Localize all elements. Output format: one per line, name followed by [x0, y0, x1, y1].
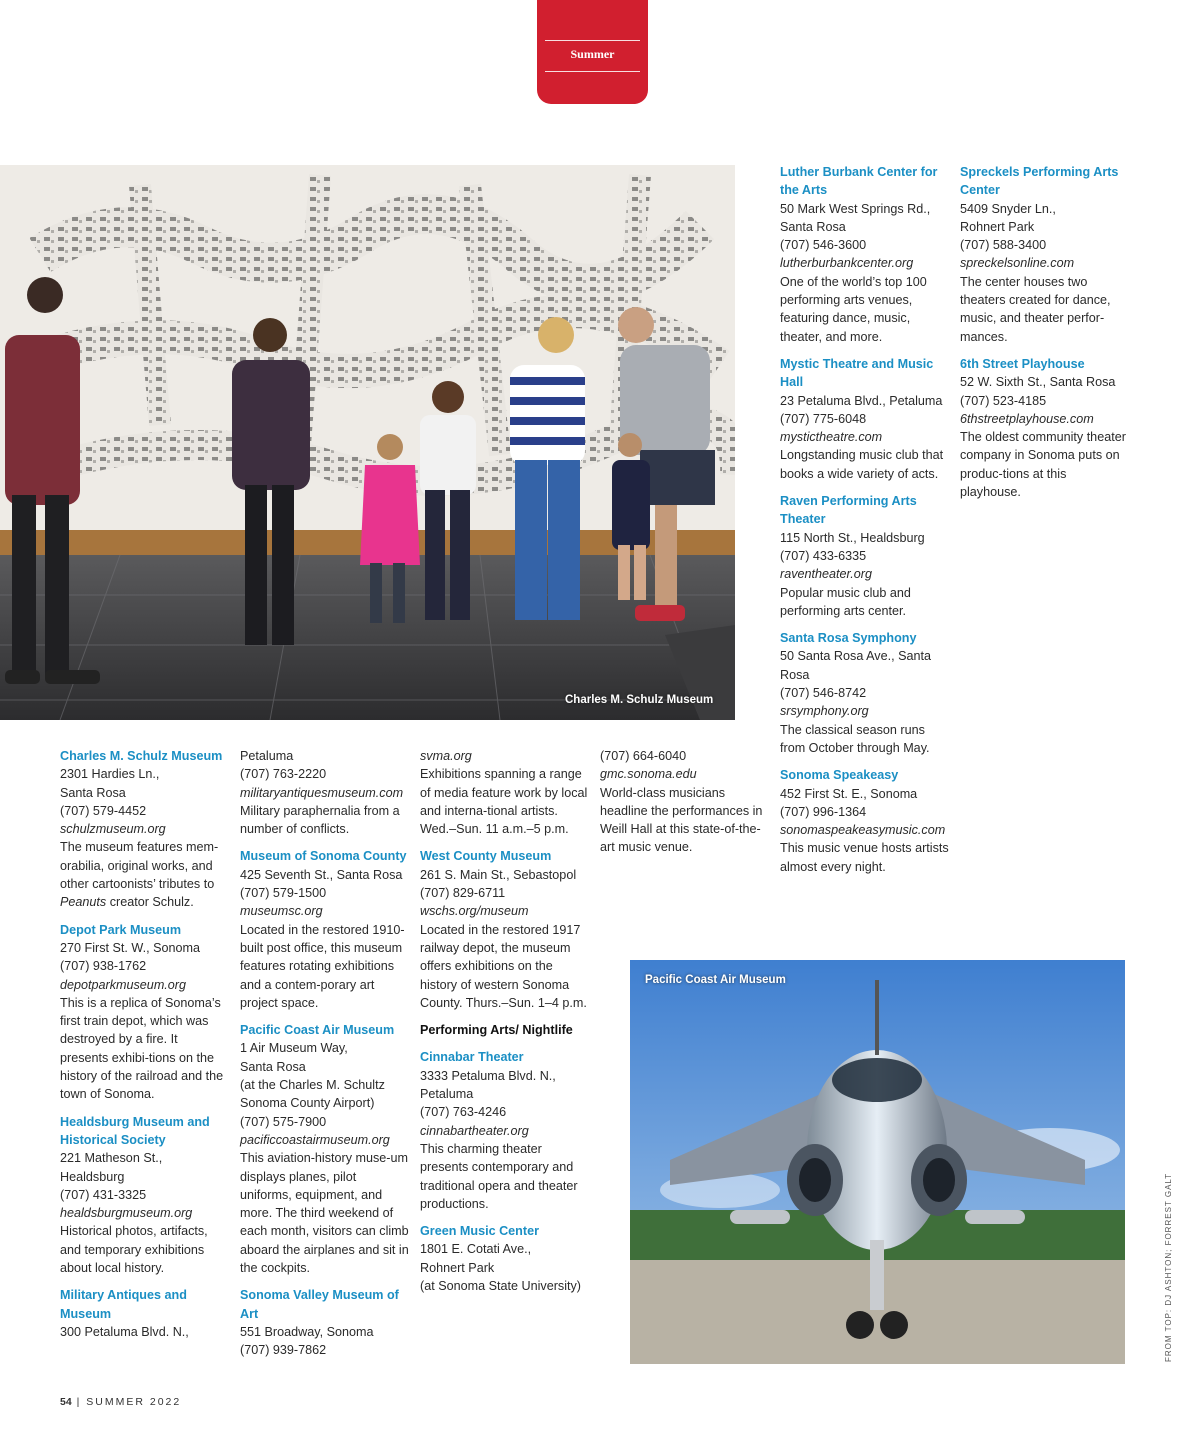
listing-phone: (707) 996-1364: [780, 804, 867, 819]
listing-phone: (707) 829-6711: [420, 886, 506, 901]
listing-name: West County Museum: [420, 849, 552, 864]
listing-phone: (707) 579-1500: [240, 886, 327, 901]
listing-address: 52 W. Sixth St., Santa Rosa: [960, 375, 1116, 390]
listing-url: 6thstreetplayhouse.com: [960, 411, 1094, 426]
column-1: [60, 747, 228, 1350]
folio-separator: |: [76, 1396, 82, 1408]
listing-west-county-museum: [420, 847, 592, 1012]
listing-address: 50 Santa Rosa Ave., Santa Rosa: [780, 649, 932, 682]
column-4: [600, 747, 770, 866]
listing-city: Rohnert Park: [420, 1260, 495, 1275]
listing-phone: (707) 763-2220: [240, 767, 327, 782]
listing-name: Raven Performing Arts Theater: [780, 494, 917, 527]
listing-phone: (707) 579-4452: [60, 803, 147, 818]
listing-description: This aviation-history muse-um displays planes, pilot uniforms, equipment, and more. The third weekend of each month, visitors can climb aboard the airplanes and sit in the cockpits.: [240, 1151, 409, 1276]
listing-description: This charming theater presents contemporary and traditional opera and theater productions.: [420, 1141, 578, 1211]
listing-description: Located in the restored 1910-built post office, this museum features rotating exhibitions and a contem-porary art project space.: [240, 922, 405, 1010]
listing-sonoma-valley-art-cont: [420, 747, 592, 838]
listing-description: This music venue hosts artists almost every night.: [780, 841, 949, 874]
listing-green-music-center-cont: [600, 747, 770, 857]
listing-name: Charles M. Schulz Museum: [60, 749, 223, 763]
page-number: 54: [60, 1396, 72, 1408]
listing-description: One of the world’s top 100 performing arts venues, featuring dance, music, theater, and more.: [780, 274, 927, 344]
listing-url: pacificcoastairmuseum.org: [240, 1132, 390, 1147]
listing-description: Popular music club and performing arts center.: [780, 585, 911, 618]
listing-description: Exhibitions spanning a range of media feature work by local and interna-tional artists. Wed.–Sun. 11 a.m.–5 p.m.: [420, 767, 588, 837]
listing-address: 452 First St. E., Sonoma: [780, 786, 918, 801]
section-heading-performing-arts: [420, 1021, 592, 1039]
listing-description: The center houses two theaters created for dance, music, and theater perfor-mances.: [960, 274, 1111, 344]
listing-address: 270 First St. W., Sonoma: [60, 940, 200, 955]
listing-phone: (707) 588-3400: [960, 238, 1047, 253]
listing-name: Santa Rosa Symphony: [780, 631, 917, 646]
listing-museum-sonoma-county: [240, 847, 410, 1012]
jet-aircraft-illustration: [630, 960, 1125, 1364]
listing-url: mystictheatre.com: [780, 430, 883, 445]
listing-raven-theater: [780, 492, 950, 620]
column-3: [420, 747, 592, 1304]
listing-address: 261 S. Main St., Sebastopol: [420, 867, 577, 882]
listing-military-antiques-cont: [240, 747, 410, 838]
listing-name: Sonoma Speakeasy: [780, 768, 899, 783]
listing-healdsburg-museum: [60, 1113, 228, 1278]
listing-name: Sonoma Valley Museum of Art: [240, 1288, 399, 1321]
listing-description: This is a replica of Sonoma’s first train depot, which was destroyed by a fire. It presents exhibi-tions on the history of the railroad and the town of Sonoma.: [60, 995, 224, 1102]
listing-description: The museum features mem-orabilia, original works, and other cartoonists’ tributes to Peanuts creator Schulz.: [60, 840, 219, 910]
listing-name: Healdsburg Museum and Historical Society: [60, 1114, 210, 1147]
listing-name: Green Music Center: [420, 1224, 539, 1239]
schulz-museum-photo: [0, 165, 735, 720]
listing-schulz-museum: [60, 747, 228, 912]
tab-rule-top: [545, 40, 640, 41]
schulz-photo-caption: Charles M. Schulz Museum: [565, 694, 714, 706]
listing-luther-burbank: [780, 163, 950, 346]
listing-name: Depot Park Museum: [60, 922, 182, 937]
listing-city: Healdsburg: [60, 1169, 125, 1184]
tab-rule-bottom: [545, 71, 640, 72]
listing-phone: (707) 433-6335: [780, 548, 867, 563]
column-2: [240, 747, 410, 1369]
listing-name: Spreckels Performing Arts Center: [960, 165, 1119, 198]
section-tab: [537, 0, 648, 104]
listing-url: srsymphony.org: [780, 704, 869, 719]
listing-military-antiques: [60, 1286, 228, 1341]
listing-mystic-theatre: [780, 355, 950, 483]
listing-description: Longstanding music club that books a wide variety of acts.: [780, 448, 944, 481]
air-photo-caption: Pacific Coast Air Museum: [645, 974, 786, 986]
listing-address: 1 Air Museum Way,: [240, 1041, 348, 1056]
listing-url: gmc.sonoma.edu: [600, 767, 697, 782]
listing-city: Rohnert Park: [960, 219, 1035, 234]
listing-address: 50 Mark West Springs Rd.,: [780, 201, 931, 216]
listing-phone: (707) 546-8742: [780, 686, 867, 701]
listing-url: depotparkmuseum.org: [60, 977, 187, 992]
listing-phone: (707) 546-3600: [780, 238, 867, 253]
listing-name: Military Antiques and Museum: [60, 1288, 187, 1321]
listing-address: 23 Petaluma Blvd., Petaluma: [780, 393, 943, 408]
listing-url: museumsc.org: [240, 904, 323, 919]
schulz-museum-illustration: [0, 165, 735, 720]
listing-url: sonomaspeakeasymusic.com: [780, 823, 946, 838]
listing-name: 6th Street Playhouse: [960, 356, 1085, 371]
listing-city: Petaluma: [240, 749, 294, 763]
listing-address-note: (at the Charles M. Schultz Sonoma County Airport): [240, 1078, 385, 1111]
listing-phone: (707) 763-4246: [420, 1105, 507, 1120]
listing-address: 425 Seventh St., Santa Rosa: [240, 867, 403, 882]
listing-city: Santa Rosa: [780, 219, 846, 234]
listing-url: svma.org: [420, 749, 472, 763]
listing-green-music-center: [420, 1222, 592, 1295]
listing-description: Military paraphernalia from a number of conflicts.: [240, 803, 400, 837]
listing-url: lutherburbankcenter.org: [780, 256, 914, 271]
listing-url: militaryantiquesmuseum.com: [240, 785, 404, 800]
listing-6th-street-playhouse: [960, 355, 1130, 501]
listing-name: Luther Burbank Center for the Arts: [780, 165, 938, 198]
listing-description: The oldest community theater company in Sonoma puts on produc-tions at this playhouse.: [960, 430, 1126, 500]
air-museum-photo: [630, 960, 1125, 1364]
listing-description: The classical season runs from October through May.: [780, 722, 930, 755]
listing-description: Located in the restored 1917 railway depot, the museum offers exhibitions on the history of western Sonoma County. Thurs.–Sun. 1–4 p.m.: [420, 922, 587, 1010]
listing-spreckels: [960, 163, 1130, 346]
listing-address: 2301 Hardies Ln.,: [60, 767, 160, 782]
listing-address: 3333 Petaluma Blvd. N.,: [420, 1068, 556, 1083]
listing-url: spreckelsonline.com: [960, 256, 1075, 271]
page-folio: [60, 1396, 181, 1408]
listing-name: Pacific Coast Air Museum: [240, 1023, 395, 1038]
listing-url: healdsburgmuseum.org: [60, 1206, 193, 1221]
listing-url: raventheater.org: [780, 567, 872, 582]
listing-address: 551 Broadway, Sonoma: [240, 1324, 374, 1339]
column-5: [780, 163, 950, 885]
photo-credit: FROM TOP: DJ ASHTON; FORREST GALT: [1164, 1172, 1173, 1362]
listing-url: schulzmuseum.org: [60, 822, 166, 837]
listing-depot-park: [60, 921, 228, 1104]
column-6: [960, 163, 1130, 510]
listing-name: Mystic Theatre and Music Hall: [780, 356, 934, 390]
listing-sonoma-valley-art: [240, 1286, 410, 1359]
listing-description: Historical photos, artifacts, and temporary exhibitions about local history.: [60, 1224, 208, 1276]
listing-phone: (707) 523-4185: [960, 393, 1047, 408]
listing-santa-rosa-symphony: [780, 629, 950, 757]
listing-address-note: (at Sonoma State University): [420, 1279, 581, 1294]
listing-city: Santa Rosa: [240, 1059, 306, 1074]
listing-name: Museum of Sonoma County: [240, 849, 407, 864]
listing-phone: (707) 664-6040: [600, 749, 687, 763]
listing-url: wschs.org/museum: [420, 904, 529, 919]
listing-phone: (707) 938-1762: [60, 959, 147, 974]
listing-description: World-class musicians headline the performances in Weill Hall at this state-of-the-art music venue.: [600, 785, 763, 855]
listing-address: 115 North St., Healdsburg: [780, 530, 925, 545]
section-tab-label: Summer: [570, 47, 615, 61]
listing-phone: (707) 431-3325: [60, 1187, 147, 1202]
listing-address: 1801 E. Cotati Ave.,: [420, 1242, 532, 1257]
listing-city: Santa Rosa: [60, 785, 126, 800]
listing-address: 221 Matheson St.,: [60, 1151, 163, 1166]
listing-url: cinnabartheater.org: [420, 1123, 529, 1138]
listing-name: Cinnabar Theater: [420, 1050, 524, 1065]
listing-address: 5409 Snyder Ln.,: [960, 201, 1056, 216]
section-heading: Performing Arts/ Nightlife: [420, 1023, 573, 1038]
issue-label: SUMMER 2022: [86, 1396, 182, 1408]
listing-sonoma-speakeasy: [780, 766, 950, 876]
listing-pacific-coast-air: [240, 1021, 410, 1277]
listing-phone: (707) 575-7900: [240, 1114, 327, 1129]
listing-cinnabar-theater: [420, 1048, 592, 1213]
listing-phone: (707) 775-6048: [780, 411, 867, 426]
listing-address: 300 Petaluma Blvd. N.,: [60, 1324, 189, 1339]
listing-city: Petaluma: [420, 1087, 474, 1102]
listing-phone: (707) 939-7862: [240, 1343, 327, 1358]
